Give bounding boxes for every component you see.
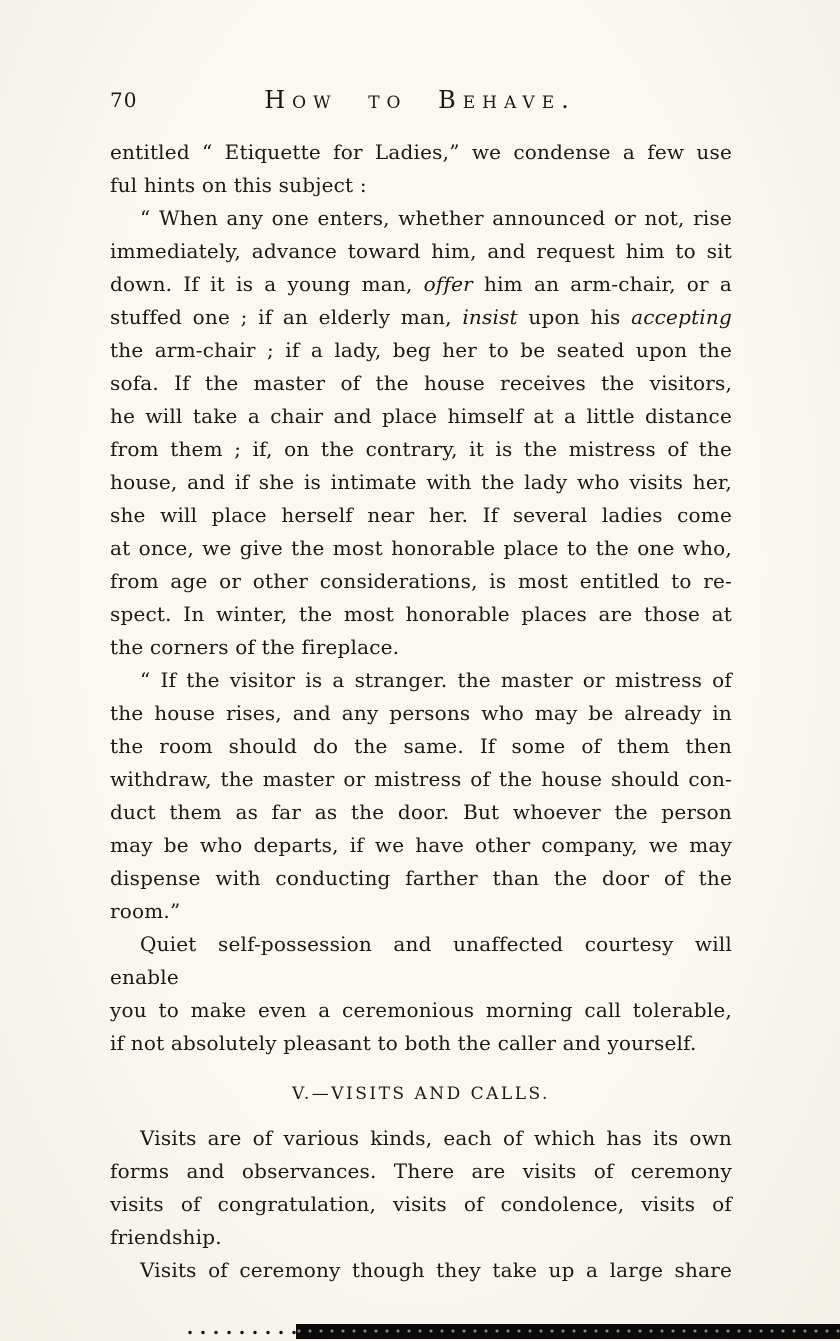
text-segment: stuffed one ; if an elderly man,	[110, 305, 463, 329]
text-line	[110, 235, 732, 268]
text-segment: “ When any one enters, whether announced or not, rise	[140, 206, 732, 230]
text-line	[110, 1221, 732, 1254]
text-line	[110, 1155, 732, 1188]
text-line	[110, 631, 732, 664]
text-segment: ful hints on this subject :	[110, 173, 367, 197]
text-segment: may be who departs, if we have other company, we may	[110, 833, 732, 857]
text-line	[110, 565, 732, 598]
text-line	[110, 136, 732, 169]
page-header	[0, 86, 840, 116]
italic-text: insist	[462, 305, 518, 329]
text-block	[110, 136, 732, 1287]
paragraph	[110, 664, 732, 928]
text-segment: him an arm-chair, or a	[472, 272, 732, 296]
text-segment: you to make even a ceremonious morning call tolerable,	[110, 998, 732, 1022]
text-line	[110, 367, 732, 400]
text-segment: visits of congratulation, visits of condolence, visits of	[110, 1192, 732, 1216]
scan-artifact-dots	[188, 1330, 300, 1335]
text-segment: sofa. If the master of the house receives the visitors,	[110, 371, 732, 395]
text-segment: room.”	[110, 899, 181, 923]
text-line	[110, 202, 732, 235]
text-segment: dispense with conducting farther than the door of the	[110, 866, 732, 890]
text-line	[110, 994, 732, 1027]
text-segment: duct them as far as the door. But whoever the person	[110, 800, 732, 824]
text-segment: Visits are of various kinds, each of which has its own	[140, 1126, 732, 1150]
paragraph	[110, 136, 732, 202]
text-segment: entitled “ Etiquette for Ladies,” we condense a few use	[110, 140, 732, 164]
text-line	[110, 1254, 732, 1287]
text-line	[110, 598, 732, 631]
text-line	[110, 169, 732, 202]
italic-text: offer	[423, 272, 473, 296]
text-segment: he will take a chair and place himself at a little distance	[110, 404, 732, 428]
paragraph	[110, 202, 732, 664]
text-line	[110, 433, 732, 466]
text-line	[110, 796, 732, 829]
text-segment: withdraw, the master or mistress of the house should con-	[110, 767, 732, 791]
italic-text: accepting	[631, 305, 732, 329]
text-line	[110, 268, 732, 301]
text-line	[110, 400, 732, 433]
text-segment: the corners of the fireplace.	[110, 635, 400, 659]
text-segment: Quiet self-possession and unaffected courtesy will enable	[110, 932, 732, 989]
text-segment: upon his	[517, 305, 632, 329]
text-segment: from age or other considerations, is most entitled to re-	[110, 569, 732, 593]
text-segment: the room should do the same. If some of them then	[110, 734, 732, 758]
text-segment: the house rises, and any persons who may be already in	[110, 701, 732, 725]
text-line	[110, 763, 732, 796]
text-segment: from them ; if, on the contrary, it is the mistress of the	[110, 437, 732, 461]
scan-artifact-bar	[296, 1324, 840, 1339]
text-segment: “ If the visitor is a stranger. the master or mistress of	[140, 668, 732, 692]
text-line	[110, 829, 732, 862]
page-number: 70	[110, 88, 138, 112]
text-line	[110, 466, 732, 499]
text-segment: at once, we give the most honorable place to the one who,	[110, 536, 732, 560]
text-line	[110, 895, 732, 928]
text-line	[110, 730, 732, 763]
text-segment: Visits of ceremony though they take up a large share	[140, 1258, 732, 1282]
paragraph	[110, 1254, 732, 1287]
text-segment: house, and if she is intimate with the lady who visits her,	[110, 470, 732, 494]
text-line	[110, 1122, 732, 1155]
text-segment: forms and observances. There are visits of ceremony	[110, 1159, 732, 1183]
text-line	[110, 862, 732, 895]
text-segment: down. If it is a young man,	[110, 272, 424, 296]
text-segment: spect. In winter, the most honorable places are those at	[110, 602, 732, 626]
section-heading: V.—VISITS AND CALLS.	[292, 1084, 550, 1104]
text-line	[110, 499, 732, 532]
text-line	[110, 664, 732, 697]
text-segment: immediately, advance toward him, and request him to sit	[110, 239, 732, 263]
text-line	[110, 928, 732, 994]
text-segment: the arm-chair ; if a lady, beg her to be seated upon the	[110, 338, 732, 362]
paragraph	[110, 1122, 732, 1254]
text-line	[110, 301, 732, 334]
text-line	[110, 697, 732, 730]
paragraph	[110, 928, 732, 1060]
text-line	[110, 334, 732, 367]
text-line	[110, 532, 732, 565]
text-segment: if not absolutely pleasant to both the caller and yourself.	[110, 1031, 697, 1055]
text-segment: she will place herself near her. If several ladies come	[110, 503, 732, 527]
running-title: How to Behave.	[264, 86, 576, 114]
text-line	[110, 1188, 732, 1221]
text-line	[110, 1027, 732, 1060]
text-segment: friendship.	[110, 1225, 222, 1249]
